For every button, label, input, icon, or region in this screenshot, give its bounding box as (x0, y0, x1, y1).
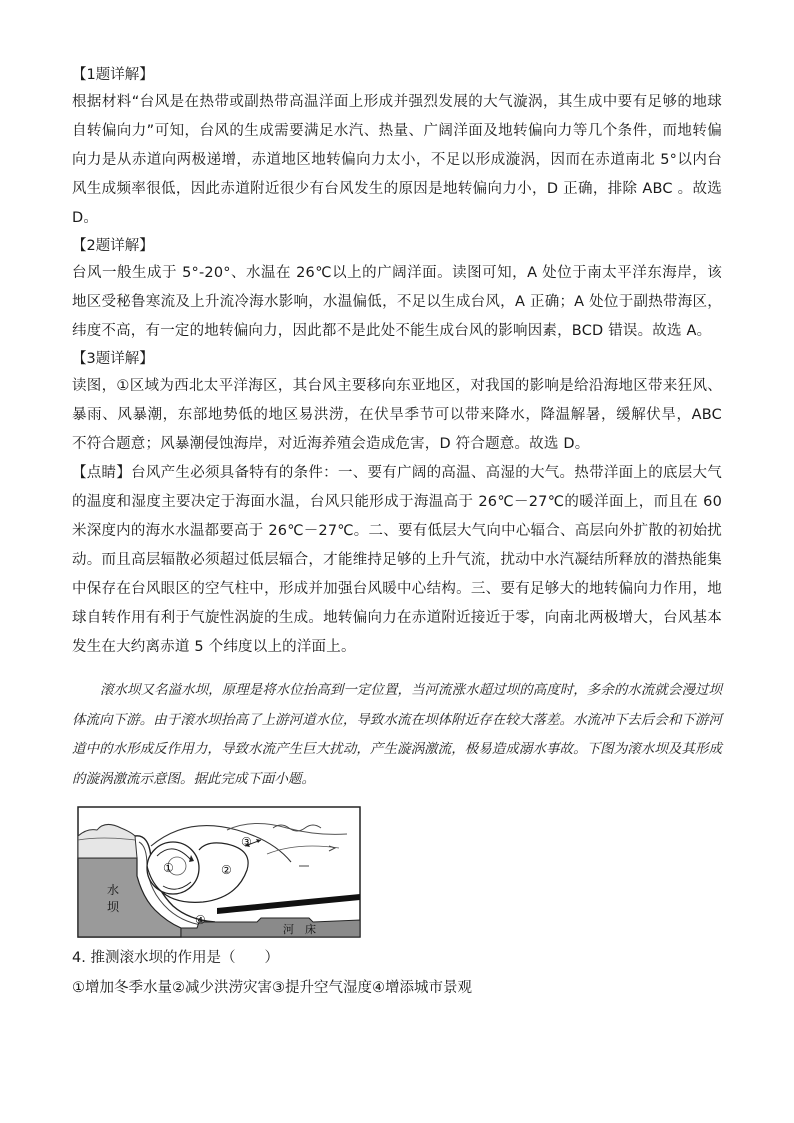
tip-label: 【点睛】 (72, 465, 132, 481)
page-content (72, 62, 722, 1002)
dam-diagram-svg (77, 806, 361, 938)
dam-diagram (77, 806, 361, 938)
section-1 (72, 62, 722, 233)
section-3-body: 读图，①区域为西北太平洋海区，其台风主要移向东亚地区，对我国的影响是给沿海地区带来狂风、暴雨、风暴潮，东部地势低的地区易洪涝，在伏旱季节可以带来降水，降温解暑，缓解伏旱，ABC 不符合题意；风暴潮侵蚀海岸，对近海养殖会造成危害，D 符合题意。故选 D。 (72, 378, 722, 452)
section-2-heading: 【2题详解】 (72, 238, 154, 254)
section-1-body: 根据材料“台风是在热带或副热带高温洋面上形成并强烈发展的大气漩涡，其生成中要有足够的地球自转偏向力”可知，台风的生成需要满足水汽、热量、广阔洋面及地转偏向力等几个条件，而地转偏向力是从赤道向两极递增，赤道地区地转偏向力太小，不足以形成漩涡，因而在赤道南北 5°以内台风生成频率很低，因此赤道附近很少有台风发生的原因是地转偏向力小，D 正确，排除 ABC 。故选 D。 (72, 94, 722, 226)
marker-3: ③ (241, 835, 252, 849)
section-3 (72, 346, 722, 459)
section-1-heading: 【1题详解】 (72, 67, 154, 83)
marker-4: ④ (195, 913, 206, 927)
question-stem: 4. 推测滚水坝的作用是（ ） (72, 950, 279, 966)
dam-label-2: 坝 (107, 900, 120, 914)
material-intro: 滚水坝又名溢水坝，原理是将水位抬高到一定位置，当河流涨水超过坝的高度时，多余的水流就会漫过坝体流向下游。由于滚水坝抬高了上游河道水位，导致水流在坝体附近存在较大落差。水流冲下去后会和下游河道中的水形成反作用力，导致水流产生巨大扰动，产生漩涡激流，极易造成溺水事故。下图为滚水坝及其形成的漩涡激流示意图。据此完成下面小题。 (72, 682, 722, 787)
tip-paragraph (72, 459, 722, 662)
section-2-body: 台风一般生成于 5°-20°、水温在 26℃以上的广阔洋面。读图可知，A 处位于南太平洋东海岸，该地区受秘鲁寒流及上升流冷海水影响，水温偏低，不足以生成台风，A 正确；A 处位于副热带海区，纬度不高，有一定的地转偏向力，因此都不是此处不能生成台风的影响因素，BCD 错误。故选 A。 (72, 265, 722, 339)
marker-2: ② (221, 863, 232, 877)
dam-label-1: 水 (107, 883, 120, 897)
tip-body: 台风产生必须具备特有的条件：一、要有广阔的高温、高湿的大气。热带洋面上的底层大气的温度和湿度主要决定于海面水温，台风只能形成于海温高于 26℃－27℃的暖洋面上，而且在 60 米深度内的海水水温都要高于 26℃－27℃。二、要有低层大气向中心辐合、高层向外扩散的初始扰动。而且高层辐散必须超过低层辐合，才能维持足够的上升气流，扰动中水汽凝结所释放的潜热能集中保存在台风眼区的空气柱中，形成并加强台风暖中心结构。三、要有足够大的地转偏向力作用，地球自转作用有利于气旋性涡旋的生成。地转偏向力在赤道附近接近于零，向南北两极增大，台风基本发生在大约离赤道 5 个纬度以上的洋面上。 (72, 465, 722, 655)
section-2 (72, 233, 722, 346)
section-3-heading: 【3题详解】 (72, 351, 154, 367)
question-options: ①增加冬季水量②减少洪涝灾害③提升空气湿度④增添城市景观 (72, 980, 472, 996)
marker-1: ① (163, 861, 174, 875)
riverbed-label: 河 床 (283, 923, 316, 936)
